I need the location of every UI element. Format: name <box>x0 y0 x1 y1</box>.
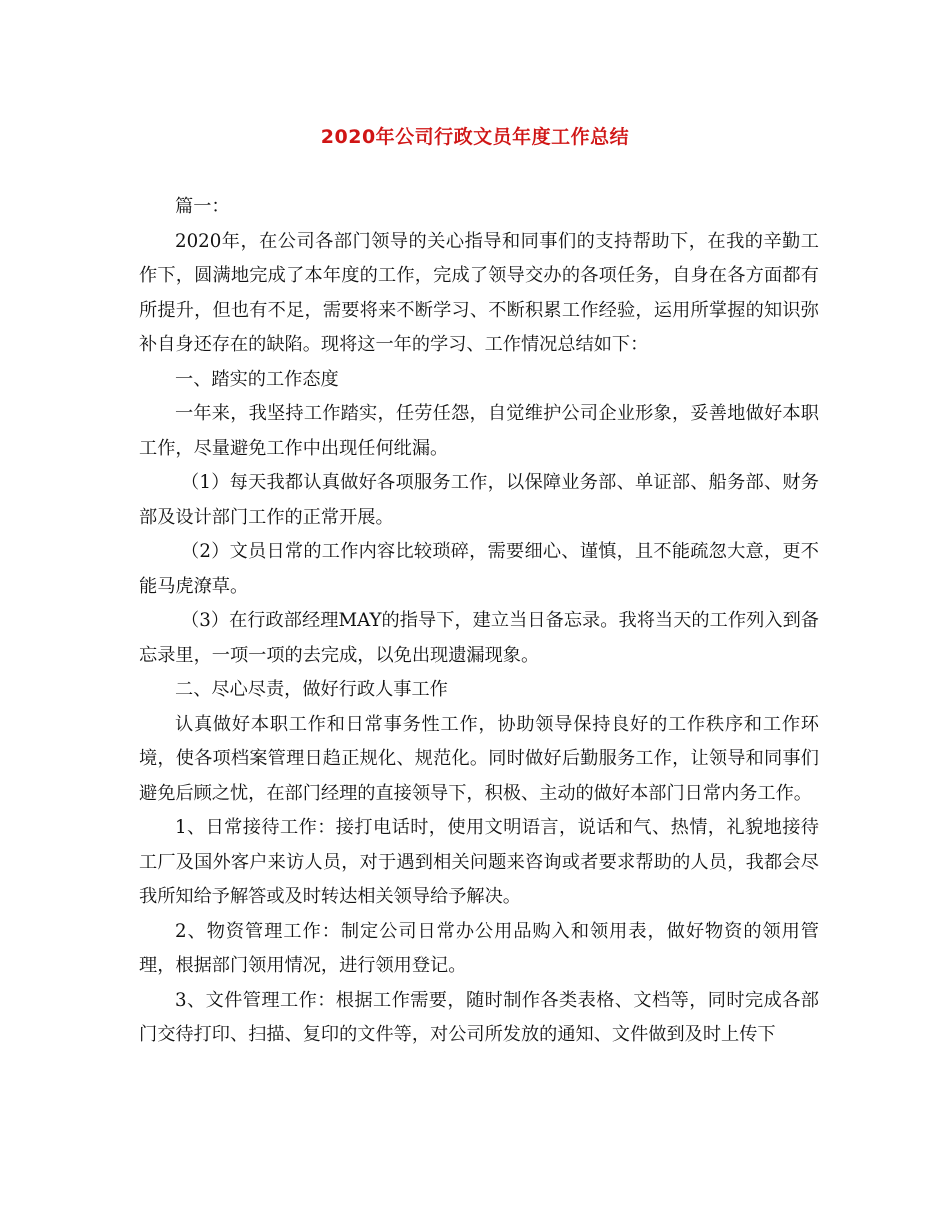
list-item: （1）每天我都认真做好各项服务工作，以保障业务部、单证部、船务部、财务部及设计部门工作的正常开展。 <box>139 472 819 528</box>
paragraph: 认真做好本职工作和日常事务性工作，协助领导保持良好的工作秩序和工作环境，使各项档案管理日趋正规化、规范化。同时做好后勤服务工作，让领导和同事们避免后顾之忧，在部门经理的直接领导下，积极、主动的做好本部门日常内务工作。 <box>139 713 819 804</box>
list-item: 2、物资管理工作：制定公司日常办公用品购入和领用表，做好物资的领用管理，根据部门领用情况，进行领用登记。 <box>139 920 819 976</box>
paragraph: 2020年，在公司各部门领导的关心指导和同事们的支持帮助下，在我的辛勤工作下，圆满地完成了本年度的工作，完成了领导交办的各项任务，自身在各方面都有所提升，但也有不足，需要将来不断学习、不断积累工作经验，运用所掌握的知识弥补自身还存在的缺陷。现将这一年的学习、工作情况总结如下： <box>139 230 819 355</box>
paragraph: 篇一： <box>175 196 230 217</box>
list-item: （2）文员日常的工作内容比较琐碎，需要细心、谨慎，且不能疏忽大意，更不能马虎潦草。 <box>139 541 819 597</box>
list-item: 1、日常接待工作：接打电话时，使用文明语言，说话和气、热情，礼貌地接待工厂及国外客户来访人员，对于遇到相关问题来咨询或者要求帮助的人员，我都会尽我所知给予解答或及时转达相关领导给予解决。 <box>139 817 819 907</box>
paragraph: 一年来，我坚持工作踏实，任劳任怨，自觉维护公司企业形象，妥善地做好本职工作，尽量避免工作中出现任何纰漏。 <box>139 403 819 459</box>
section-heading: 二、尽心尽责，做好行政人事工作 <box>175 679 448 700</box>
list-item: 3、文件管理工作：根据工作需要，随时制作各类表格、文档等，同时完成各部门交待打印、扫描、复印的文件等，对公司所发放的通知、文件做到及时上传下 <box>139 989 819 1045</box>
list-item: （3）在行政部经理MAY的指导下，建立当日备忘录。我将当天的工作列入到备忘录里，一项一项的去完成，以免出现遗漏现象。 <box>139 610 819 666</box>
document-title: 2020年公司行政文员年度工作总结 <box>320 126 630 148</box>
section-heading: 一、踏实的工作态度 <box>175 368 339 390</box>
document-body <box>139 190 819 1053</box>
